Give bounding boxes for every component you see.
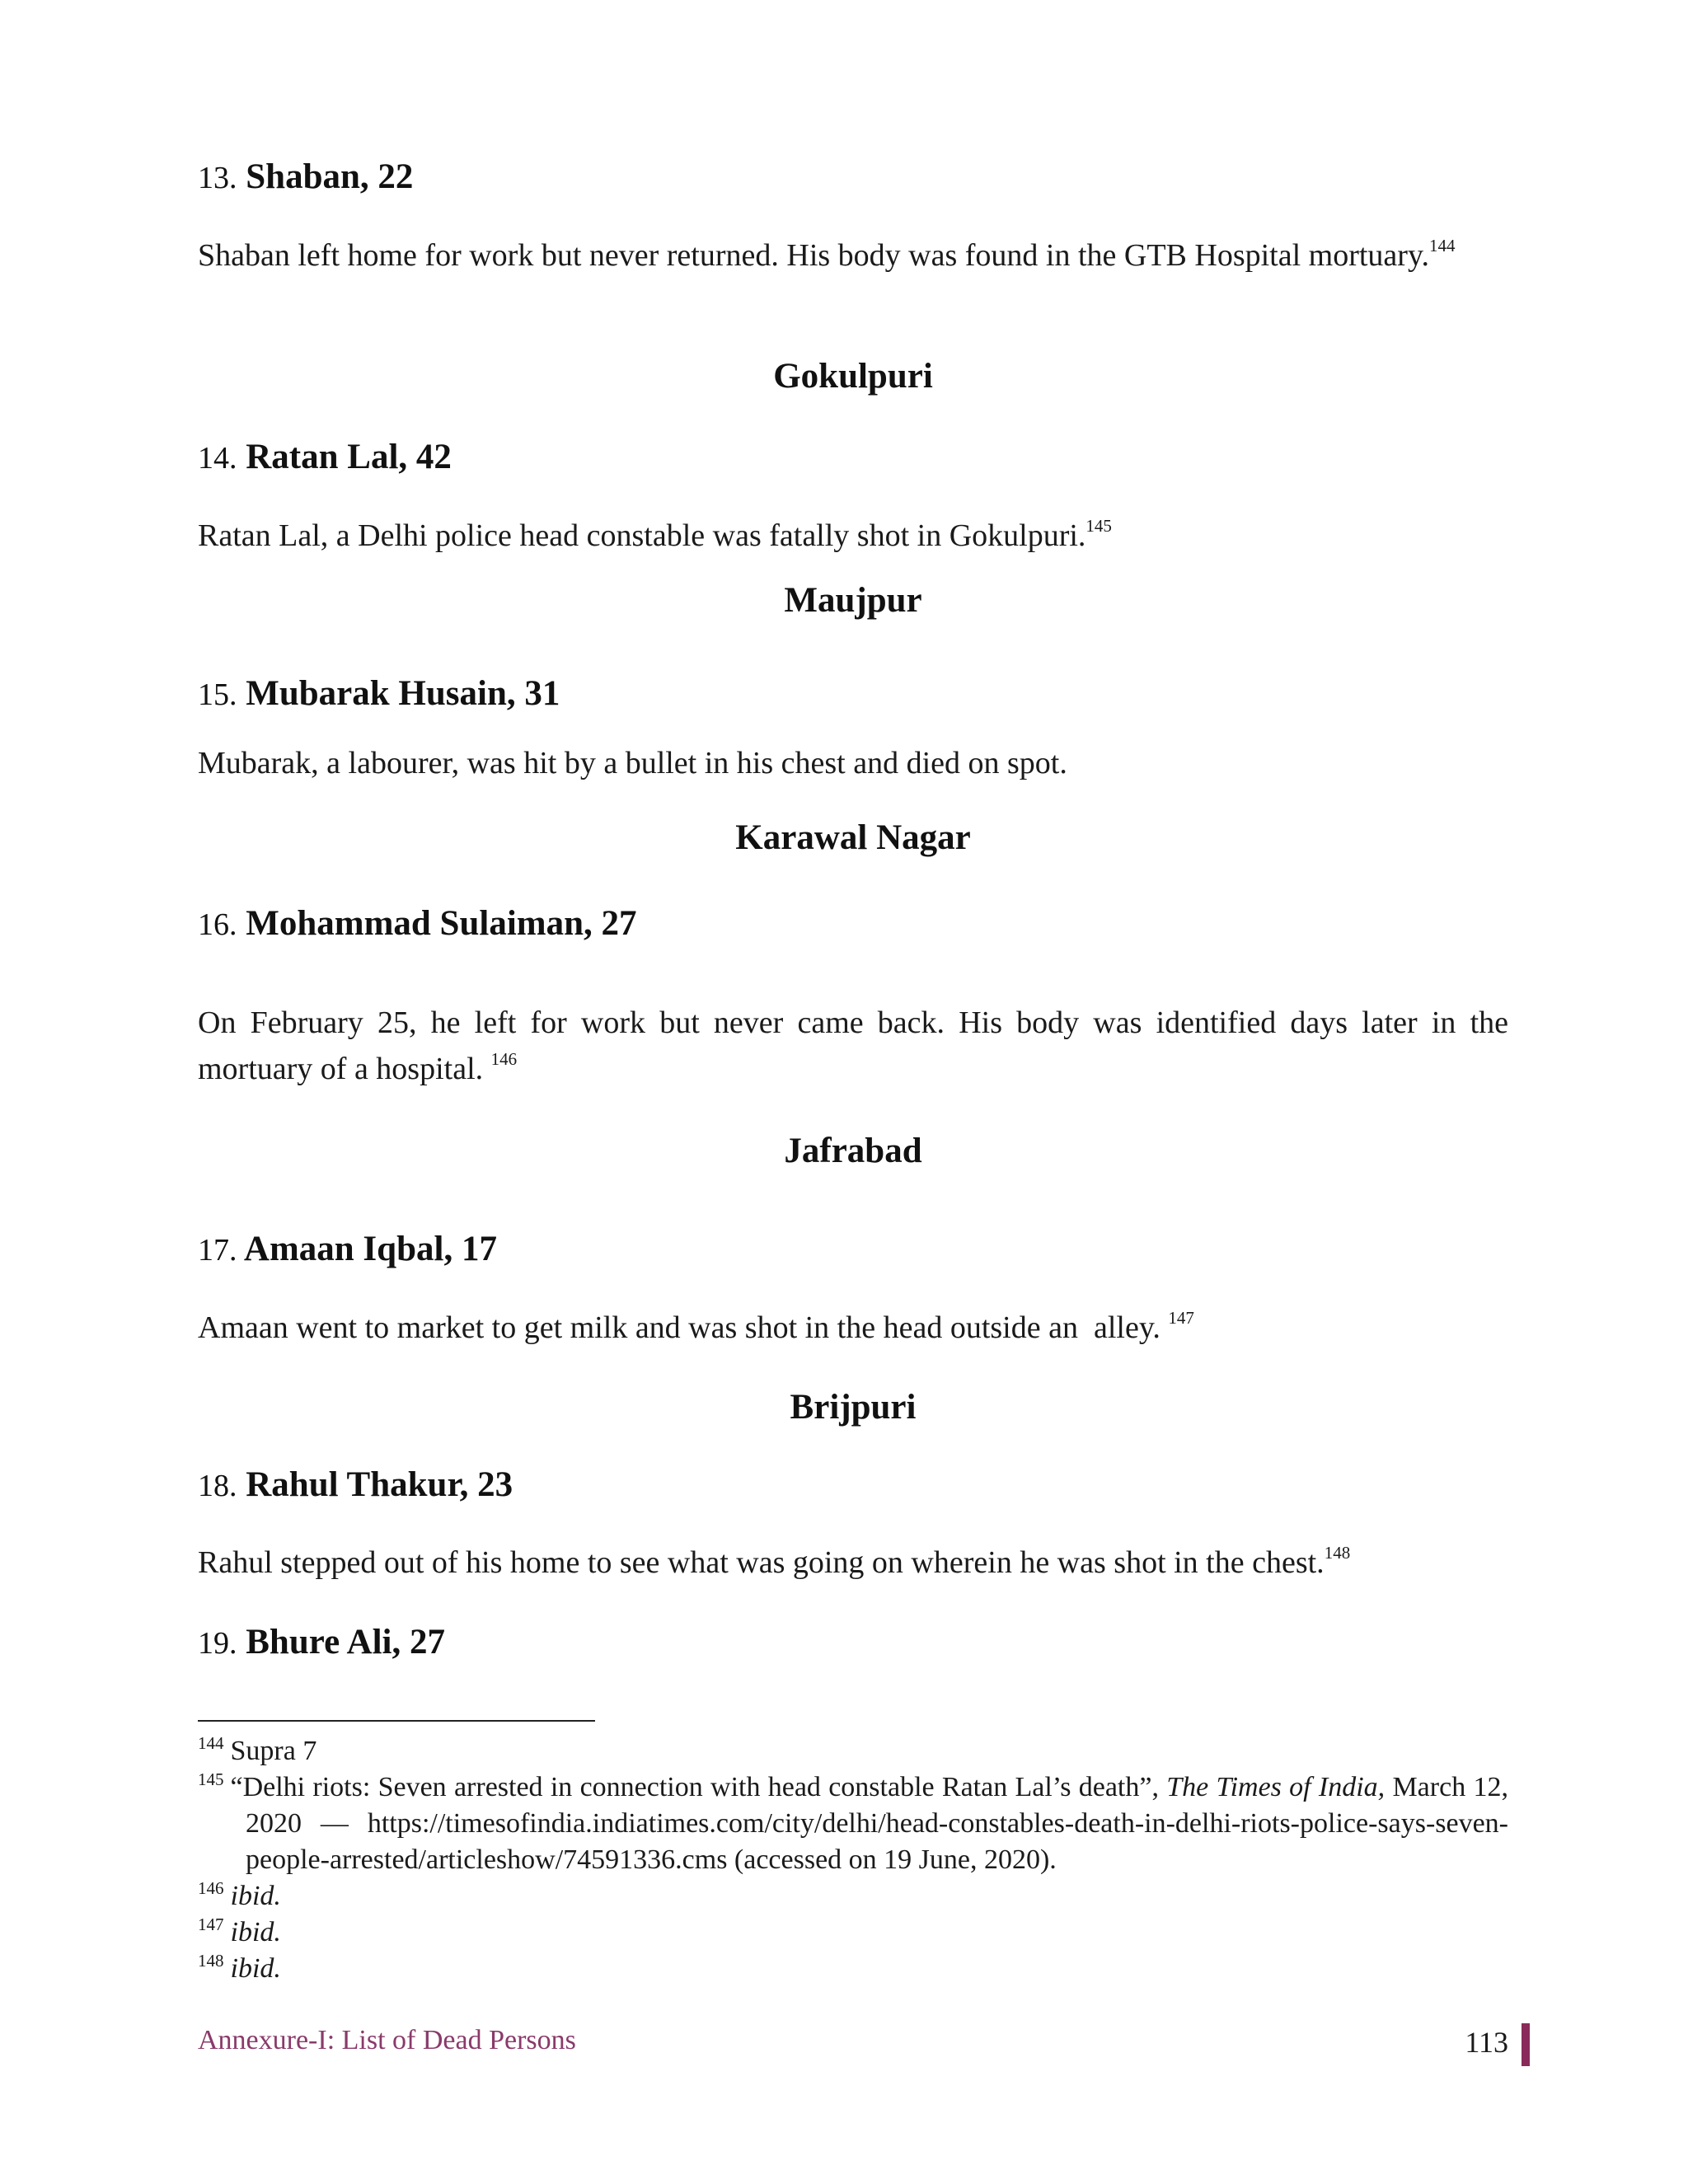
footnote-number: 145 [198,1769,224,1789]
entry-number: 16. [198,907,237,942]
entry-description [198,1000,1508,1092]
entry-name: Mohammad Sulaiman, 27 [246,904,637,943]
description-text: On February 25, he left for work but never came back. His body was identified days later in the mortuary of a hospital. [198,1005,1508,1086]
entry-description [198,513,1508,559]
section-heading-jafrabad: Jafrabad [784,1132,922,1170]
footnote-148 [198,1951,1508,1987]
entry-heading [198,673,560,714]
footnote-publication: The Times of India, [1166,1772,1386,1802]
entry-name: Ratan Lal, 42 [246,438,452,476]
footnote-number: 146 [198,1878,224,1898]
footnote-link-text: March 12, 2020 — https://timesofindia.indiatimes.com/city/delhi/head-constables-death-in-delhi-riots-police-says-seven-people-arrested/articleshow/74591336.cms (accessed on 19 June, 2020). [246,1772,1508,1875]
entry-name: Mubarak Husain, 31 [246,674,560,713]
footnote-147 [198,1915,1508,1951]
entry-description [198,232,1508,279]
entry-name: Rahul Thakur, 23 [246,1465,513,1504]
footnote-number: 144 [198,1733,224,1753]
entry-description [198,1540,1508,1586]
footnote-number: 147 [198,1915,224,1934]
entry-number: 19. [198,1626,237,1661]
footnote-ref: 145 [1085,516,1112,536]
entry-heading [198,1622,445,1662]
entry-description [198,1305,1508,1351]
entry-heading [198,1229,497,1269]
entry-name: Shaban, 22 [246,157,414,196]
section-heading-gokulpuri: Gokulpuri [773,357,933,396]
section-heading-brijpuri: Brijpuri [790,1388,917,1427]
footnote-ref: 147 [1168,1308,1194,1328]
entry-name: Amaan Iqbal, 17 [243,1230,497,1268]
entry-number: 13. [198,161,237,195]
entry-number: 18. [198,1469,237,1503]
description-text: Shaban left home for work but never returned. His body was found in the GTB Hospital mortuary. [198,238,1429,273]
description-text: Amaan went to market to get milk and was shot in the head outside an alley. [198,1310,1169,1345]
section-heading-karawal-nagar: Karawal Nagar [735,818,971,857]
entry-description: Mubarak, a labourer, was hit by a bullet in his chest and died on spot. [198,746,1067,780]
footnote-text: ibid. [230,1917,281,1947]
entry-heading [198,903,637,944]
footnote-text: ibid. [230,1953,281,1984]
footnote-ref: 144 [1429,236,1456,255]
entry-heading [198,1465,513,1505]
footnote-ref: 148 [1324,1543,1351,1563]
description-text: Ratan Lal, a Delhi police head constable was fatally shot in Gokulpuri. [198,518,1086,553]
footnote-number: 148 [198,1951,224,1971]
description-text: Rahul stepped out of his home to see what was going on wherein he was shot in the chest. [198,1545,1325,1580]
footnote-text: Supra 7 [230,1736,317,1766]
footnote-146 [198,1878,1508,1915]
entry-heading [198,437,452,477]
entry-number: 17. [198,1233,237,1268]
entry-heading [198,157,413,197]
footnote-text: “Delhi riots: Seven arrested in connection with head constable Ratan Lal’s death”, [230,1772,1167,1802]
footnote-145 [198,1769,1508,1878]
page-number: 113 [1465,2026,1508,2059]
entry-number: 14. [198,441,237,476]
footnote-divider [198,1720,595,1722]
footer-title: Annexure-I: List of Dead Persons [198,2025,576,2055]
page-number-bar [1522,2023,1530,2066]
footnote-text: ibid. [230,1881,281,1911]
section-heading-maujpur: Maujpur [784,581,922,620]
entry-name: Bhure Ali, 27 [246,1623,445,1661]
entry-number: 15. [198,677,237,712]
footnote-144 [198,1733,1508,1769]
footnote-ref: 146 [490,1049,518,1069]
